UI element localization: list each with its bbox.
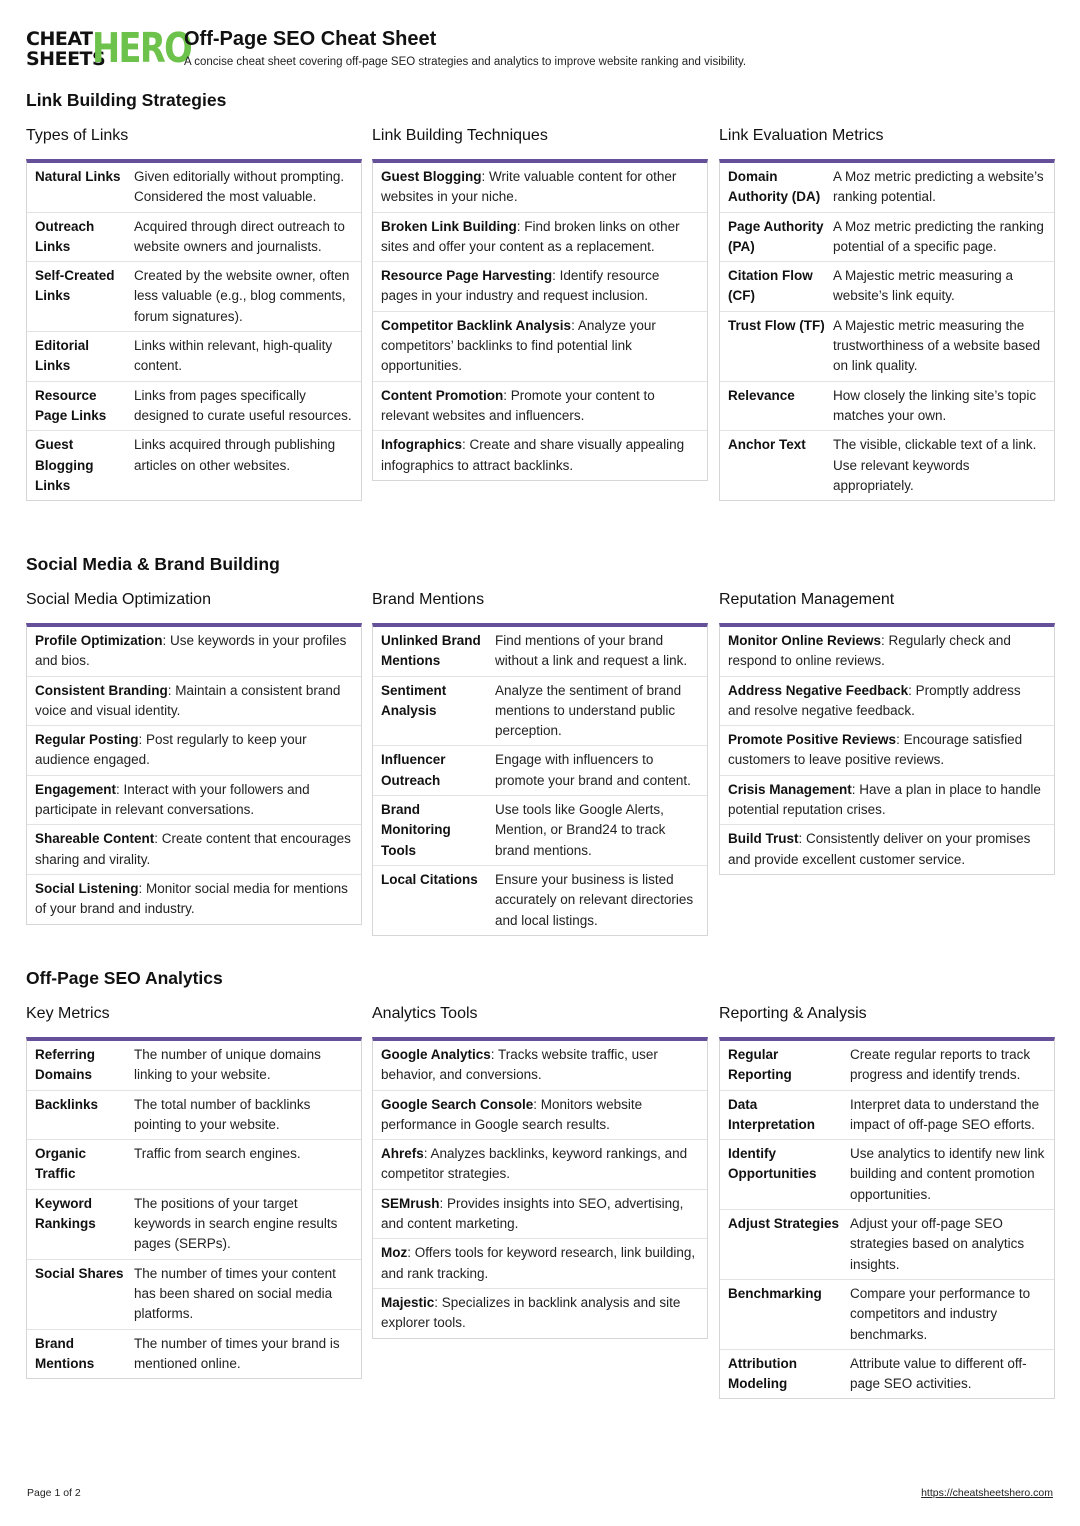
- table-row: [720, 1210, 1054, 1280]
- table-row: [720, 312, 1054, 382]
- row-value: The visible, clickable text of a link. Use relevant keywords appropriately.: [833, 437, 1037, 493]
- row-key: Organic Traffic: [35, 1146, 87, 1182]
- table-row: [720, 431, 1054, 500]
- row-value: Given editorially without prompting. Considered the most valuable.: [134, 169, 345, 205]
- list-item: [373, 213, 707, 263]
- column-reputation-management: [719, 591, 1055, 875]
- item-text: : Specializes in backlink analysis and site explorer tools.: [381, 1294, 681, 1331]
- row-value: The positions of your target keywords in search engine results pages (SERPs).: [134, 1195, 338, 1252]
- row-value: The number of unique domains linking to your website.: [134, 1047, 321, 1083]
- row-value: A Moz metric predicting the ranking potential of a specific page.: [833, 218, 1044, 254]
- list-item: [27, 776, 361, 826]
- table-row: [27, 1260, 361, 1330]
- row-value: Find mentions of your brand without a link and request a link.: [495, 633, 688, 669]
- row-key: Domain Authority (DA): [728, 169, 821, 205]
- row-key: Social Shares: [35, 1265, 124, 1281]
- item-text: : Promote your content to relevant websites and influencers.: [381, 387, 655, 423]
- table-row: [373, 746, 707, 796]
- row-key: Guest Blogging Links: [35, 437, 94, 493]
- item-text: : Regularly check and respond to online reviews.: [728, 633, 1011, 669]
- item-term: Build Trust: [728, 831, 799, 847]
- item-text: : Analyzes backlinks, keyword rankings, and competitor strategies.: [381, 1146, 688, 1182]
- row-value: Engage with influencers to promote your brand and content.: [495, 752, 691, 788]
- item-text: : Provides insights into SEO, advertising, and content marketing.: [381, 1195, 684, 1232]
- item-term: Moz: [381, 1245, 408, 1261]
- column-title: Reputation Management: [719, 591, 895, 608]
- item-text: : Analyze your competitors’ backlinks to find potential link opportunities.: [381, 317, 656, 374]
- item-text: : Write valuable content for other websites in your niche.: [381, 169, 677, 205]
- column-title: Reporting & Analysis: [719, 1005, 867, 1022]
- row-key: Benchmarking: [728, 1285, 822, 1301]
- row-key: Local Citations: [381, 871, 478, 887]
- row-value: Adjust your off-page SEO strategies based on analytics insights.: [850, 1216, 1025, 1272]
- table-row: [720, 163, 1054, 213]
- section-title-link-building: Link Building Strategies: [26, 90, 227, 110]
- item-text: : Have a plan in place to handle potential reputation crises.: [728, 781, 1041, 818]
- row-key: Trust Flow (TF): [728, 317, 825, 333]
- table-row: [373, 677, 707, 747]
- column-title: Types of Links: [26, 127, 129, 144]
- table-card: [719, 1037, 1055, 1399]
- row-key: Relevance: [728, 387, 795, 403]
- row-key: Page Authority (PA): [728, 218, 824, 254]
- table-row: [373, 627, 707, 677]
- item-text: : Offers tools for keyword research, link building, and rank tracking.: [381, 1245, 696, 1281]
- list-item: [27, 726, 361, 776]
- table-row: [27, 1330, 361, 1379]
- item-term: Regular Posting: [35, 732, 139, 748]
- row-value: Links within relevant, high-quality content.: [134, 338, 333, 374]
- item-term: Promote Positive Reviews: [728, 732, 897, 748]
- section-title-analytics: Off-Page SEO Analytics: [26, 968, 223, 988]
- item-term: SEMrush: [381, 1195, 440, 1211]
- item-text: : Identify resource pages in your industry and request inclusion.: [381, 268, 660, 304]
- row-value: Links acquired through publishing articles on other websites.: [134, 437, 336, 473]
- table-row: [27, 262, 361, 332]
- item-text: : Use keywords in your profiles and bios.: [35, 633, 347, 669]
- table-card: [26, 159, 362, 501]
- table-row: [27, 213, 361, 263]
- list-item: [373, 1091, 707, 1141]
- list-item: [373, 1289, 707, 1338]
- table-row: [720, 382, 1054, 432]
- item-term: Broken Link Building: [381, 218, 517, 234]
- column-link-evaluation-metrics: [719, 127, 1055, 501]
- table-row: [27, 1140, 361, 1190]
- row-value: The number of times your content has been shared on social media platforms.: [134, 1265, 336, 1322]
- row-key: Brand Mentions: [35, 1335, 95, 1371]
- item-text: : Monitors website performance in Google search results.: [381, 1096, 643, 1132]
- column-social-media-optimization: [26, 591, 362, 925]
- row-key: Backlinks: [35, 1096, 99, 1112]
- table-row: [720, 1041, 1054, 1091]
- row-value: Analyze the sentiment of brand mentions to understand public perception.: [495, 682, 682, 739]
- row-key: Attribution Modeling: [728, 1355, 797, 1392]
- item-term: Google Search Console: [381, 1096, 534, 1112]
- table-row: [720, 1280, 1054, 1350]
- row-value: The total number of backlinks pointing to your website.: [134, 1096, 311, 1132]
- table-row: [720, 1350, 1054, 1399]
- row-key: Identify Opportunities: [728, 1146, 817, 1182]
- table-card: [372, 623, 708, 936]
- column-types-of-links: [26, 127, 362, 501]
- page-subtitle: A concise cheat sheet covering off-page SEO strategies and analytics to improve website ranking and visibility.: [184, 56, 747, 68]
- table-row: [720, 1091, 1054, 1141]
- item-term: Crisis Management: [728, 781, 852, 797]
- item-term: Social Listening: [35, 880, 139, 896]
- item-text: : Create content that encourages sharing and virality.: [35, 831, 351, 867]
- item-text: : Promptly address and resolve negative feedback.: [728, 682, 1021, 718]
- row-key: Sentiment Analysis: [381, 682, 447, 718]
- item-text: : Monitor social media for mentions of your brand and industry.: [35, 880, 348, 917]
- row-key: Referring Domains: [35, 1047, 96, 1083]
- item-text: : Maintain a consistent brand voice and visual identity.: [35, 682, 341, 718]
- item-text: : Find broken links on other sites and offer your content as a replacement.: [381, 218, 680, 254]
- item-term: Profile Optimization: [35, 633, 163, 648]
- column-title: Social Media Optimization: [26, 591, 211, 608]
- row-value: Interpret data to understand the impact of off-page SEO efforts.: [850, 1096, 1040, 1132]
- table-row: [373, 866, 707, 935]
- column-title: Link Evaluation Metrics: [719, 127, 884, 144]
- column-reporting-analysis: [719, 1005, 1055, 1399]
- list-item: [27, 677, 361, 727]
- table-row: [27, 431, 361, 500]
- row-value: Use tools like Google Alerts, Mention, or Brand24 to track brand mentions.: [495, 802, 666, 858]
- row-key: Resource Page Links: [35, 387, 107, 423]
- page-header: [26, 24, 1056, 74]
- logo-text-cheat: CHEAT: [26, 28, 93, 50]
- list-item: [373, 312, 707, 382]
- list-item: [373, 1239, 707, 1289]
- item-term: Ahrefs: [381, 1146, 424, 1162]
- column-title: Brand Mentions: [372, 591, 485, 608]
- list-item: [373, 1041, 707, 1091]
- item-term: Shareable Content: [35, 831, 155, 847]
- row-key: Natural Links: [35, 169, 121, 184]
- item-term: Competitor Backlink Analysis: [381, 317, 572, 333]
- item-term: Engagement: [35, 781, 117, 797]
- column-title: Link Building Techniques: [372, 127, 548, 144]
- row-value: Compare your performance to competitors and industry benchmarks.: [850, 1285, 1031, 1342]
- table-row: [720, 213, 1054, 263]
- item-term: Resource Page Harvesting: [381, 268, 553, 284]
- table-row: [27, 163, 361, 213]
- item-term: Address Negative Feedback: [728, 682, 909, 698]
- column-link-building-techniques: [372, 127, 708, 481]
- table-card: [719, 623, 1055, 875]
- row-value: Acquired through direct outreach to website owners and journalists.: [134, 218, 345, 254]
- row-value: Create regular reports to track progress and identify trends.: [850, 1047, 1031, 1083]
- list-item: [373, 382, 707, 432]
- row-value: Use analytics to identify new link building and content promotion opportunities.: [850, 1146, 1045, 1202]
- table-card: [26, 623, 362, 925]
- item-term: Infographics: [381, 437, 463, 453]
- item-term: Guest Blogging: [381, 169, 482, 184]
- table-row: [373, 796, 707, 866]
- table-card: [26, 1037, 362, 1379]
- list-item: [720, 825, 1054, 874]
- item-text: : Create and share visually appealing infographics to attract backlinks.: [381, 437, 685, 473]
- item-text: : Encourage satisfied customers to leave positive reviews.: [728, 732, 1023, 768]
- row-value: Traffic from search engines.: [134, 1146, 301, 1162]
- row-value: Attribute value to different off-page SEO activities.: [850, 1355, 1027, 1392]
- item-text: : Post regularly to keep your audience engaged.: [35, 732, 307, 768]
- row-key: Regular Reporting: [728, 1047, 792, 1083]
- row-key: Unlinked Brand Mentions: [381, 633, 481, 669]
- column-brand-mentions: [372, 591, 708, 936]
- table-card: [372, 1037, 708, 1339]
- section-title-social-media: Social Media & Brand Building: [26, 554, 280, 574]
- row-key: Keyword Rankings: [35, 1195, 96, 1232]
- table-row: [27, 332, 361, 382]
- list-item: [720, 726, 1054, 776]
- list-item: [27, 875, 361, 924]
- list-item: [720, 776, 1054, 826]
- list-item: [720, 677, 1054, 727]
- row-key: Outreach Links: [35, 218, 95, 254]
- row-key: Influencer Outreach: [381, 752, 446, 788]
- list-item: [720, 627, 1054, 677]
- list-item: [373, 1140, 707, 1190]
- item-text: : Tracks website traffic, user behavior, and conversions.: [381, 1047, 658, 1083]
- list-item: [373, 431, 707, 480]
- row-value: A Moz metric predicting a website’s ranking potential.: [833, 169, 1044, 205]
- row-key: Editorial Links: [35, 338, 90, 374]
- logo-text-hero: HERO: [92, 24, 192, 72]
- site-link[interactable]: https://cheatsheetshero.com: [921, 1487, 1053, 1499]
- table-row: [27, 1041, 361, 1091]
- table-card: [372, 159, 708, 481]
- item-term: Consistent Branding: [35, 682, 168, 698]
- column-title: Analytics Tools: [372, 1005, 478, 1022]
- item-text: : Consistently deliver on your promises and provide excellent customer service.: [728, 831, 1031, 867]
- list-item: [373, 262, 707, 312]
- table-row: [720, 1140, 1054, 1210]
- page-title: Off-Page SEO Cheat Sheet: [184, 28, 437, 50]
- column-key-metrics: [26, 1005, 362, 1379]
- list-item: [27, 825, 361, 875]
- row-key: Adjust Strategies: [728, 1216, 840, 1232]
- row-key: Brand Monitoring Tools: [381, 802, 451, 858]
- item-term: Google Analytics: [381, 1047, 491, 1062]
- page-number: Page 1 of 2: [27, 1487, 81, 1499]
- table-card: [719, 159, 1055, 501]
- item-term: Majestic: [381, 1294, 435, 1310]
- table-row: [27, 382, 361, 432]
- row-value: A Majestic metric measuring the trustworthiness of a website based on link quality.: [833, 317, 1041, 374]
- table-row: [27, 1091, 361, 1141]
- column-analytics-tools: [372, 1005, 708, 1339]
- row-value: Ensure your business is listed accurately on relevant directories and local listings.: [495, 871, 694, 928]
- row-key: Citation Flow (CF): [728, 268, 813, 304]
- list-item: [27, 627, 361, 677]
- row-value: The number of times your brand is mentioned online.: [134, 1335, 340, 1371]
- cheatsheetshero-logo[interactable]: [26, 24, 192, 72]
- item-term: Monitor Online Reviews: [728, 633, 882, 648]
- table-row: [720, 262, 1054, 312]
- list-item: [373, 1190, 707, 1240]
- row-key: Self-Created Links: [35, 268, 115, 304]
- list-item: [373, 163, 707, 213]
- row-value: Links from pages specifically designed to curate useful resources.: [134, 387, 352, 423]
- row-value: A Majestic metric measuring a website’s link equity.: [833, 268, 1014, 304]
- logo-text-sheets: SHEETS: [26, 48, 106, 70]
- item-text: : Interact with your followers and participate in relevant conversations.: [35, 781, 310, 818]
- table-row: [27, 1190, 361, 1260]
- column-title: Key Metrics: [26, 1005, 110, 1022]
- row-key: Data Interpretation: [728, 1096, 816, 1132]
- item-term: Content Promotion: [381, 387, 504, 403]
- row-value: Created by the website owner, often less valuable (e.g., blog comments, forum signatures).: [134, 268, 350, 324]
- row-key: Anchor Text: [728, 437, 806, 453]
- row-value: How closely the linking site’s topic matches your own.: [833, 387, 1037, 423]
